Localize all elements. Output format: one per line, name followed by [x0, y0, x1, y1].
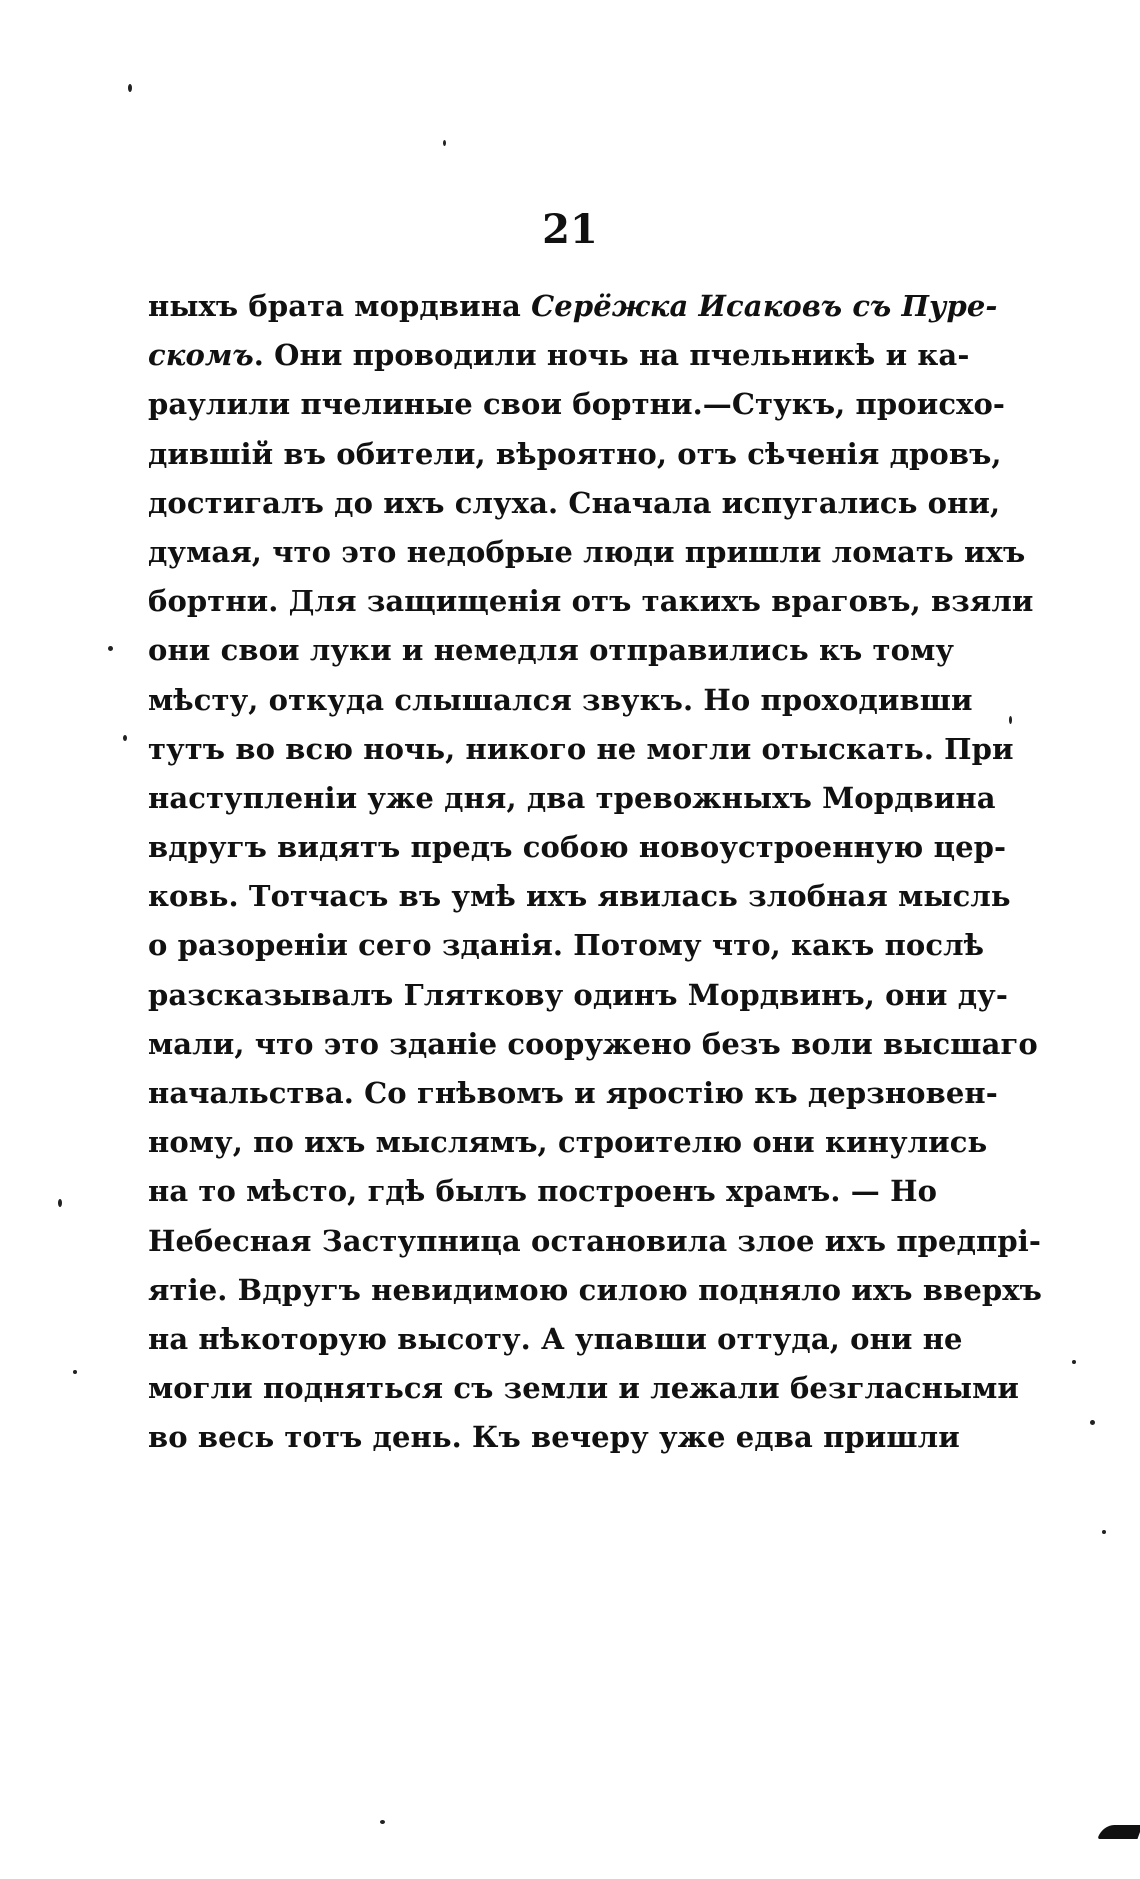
text-run: начальства. Со гнѣвомъ и яростію къ дерзновен-: [148, 1076, 998, 1110]
text-line: [148, 872, 1011, 921]
text-line: [148, 676, 973, 725]
scan-edge-mark: [1097, 1825, 1140, 1839]
scan-speck: [380, 1820, 385, 1824]
text-run: во весь тотъ день. Къ вечеру уже едва пришли: [148, 1420, 960, 1455]
text-run: ному, по ихъ мыслямъ, строителю они кинулись: [148, 1125, 988, 1160]
text-run: бортни. Для защищенія отъ такихъ враговъ, взяли: [148, 584, 1034, 619]
text-run: достигалъ до ихъ слуха. Сначала испугались они,: [148, 485, 1001, 520]
text-run: они свои луки и немедля отправились къ тому: [148, 633, 955, 668]
text-run: мали, что это зданіе сооружено безъ воли высшаго: [148, 1026, 1038, 1061]
text-line: [148, 823, 1007, 872]
text-run: дившій въ обители, вѣроятно, отъ сѣченія дровъ,: [148, 436, 1002, 471]
text-line: [148, 971, 1008, 1020]
text-line: [148, 921, 985, 970]
text-line: [148, 1413, 960, 1462]
scan-speck: [108, 646, 113, 651]
body-text: [148, 282, 1043, 1463]
text-run: ковь. Тотчасъ въ умѣ ихъ явилась злобная мысль: [148, 879, 1011, 914]
text-line: [148, 1266, 1043, 1315]
scan-speck: [1072, 1360, 1076, 1364]
italic-text: скомъ: [148, 338, 254, 373]
text-run: ятіе. Вдругъ невидимою силою подняло ихъ вверхъ: [148, 1272, 1043, 1307]
text-line: [148, 430, 1002, 479]
text-line: [148, 282, 998, 331]
text-line: [148, 1118, 988, 1167]
text-run: наступленіи уже дня, два тревожныхъ Мордвина: [148, 780, 996, 815]
italic-text: Серёжка Исаковъ съ Пуре-: [531, 289, 998, 323]
text-run: на нѣкоторую высоту. А упавши оттуда, они не: [148, 1321, 963, 1356]
page-number: 21: [542, 206, 598, 253]
text-line: [148, 528, 1026, 577]
scan-speck: [123, 735, 127, 741]
text-line: [148, 1020, 1038, 1069]
text-line: [148, 1315, 963, 1364]
text-run: разсказывалъ Гляткову одинъ Мордвинъ, они ду-: [148, 977, 1008, 1012]
text-line: [148, 331, 970, 380]
text-line: [148, 380, 1006, 429]
text-line: [148, 1069, 998, 1118]
scan-speck: [1009, 716, 1012, 724]
text-line: [148, 774, 996, 823]
text-line: [148, 725, 1014, 774]
text-run: вдругъ видятъ предъ собою новоустроенную цер-: [148, 830, 1007, 865]
text-run: на то мѣсто, гдѣ былъ построенъ храмъ. — Но: [148, 1174, 938, 1209]
text-run: Небесная Заступница остановила злое ихъ предпрі-: [148, 1223, 1041, 1258]
text-run: о разореніи сего зданія. Потому что, какъ послѣ: [148, 928, 985, 963]
text-run: мѣсту, откуда слышался звукъ. Но проходивши: [148, 682, 973, 717]
text-line: [148, 626, 955, 675]
text-run: ныхъ брата мордвина: [148, 289, 532, 323]
text-run: . Они проводили ночь на пчельникѣ и ка-: [253, 338, 970, 373]
scan-speck: [1102, 1530, 1106, 1534]
scan-speck: [128, 84, 132, 92]
text-line: [148, 1167, 938, 1216]
text-run: тутъ во всю ночь, никого не могли отыскать. При: [148, 731, 1014, 766]
text-run: думая, что это недобрые люди пришли ломать ихъ: [148, 534, 1026, 569]
scan-speck: [1090, 1420, 1095, 1425]
text-line: [148, 479, 1001, 528]
text-run: раулили пчелиные свои бортни.—Стукъ, происхо-: [148, 387, 1006, 422]
text-run: могли подняться съ земли и лежали безгласными: [148, 1371, 1020, 1406]
scan-speck: [443, 140, 446, 146]
text-line: [148, 577, 1034, 626]
text-line: [148, 1217, 1041, 1266]
scan-speck: [73, 1370, 77, 1374]
scan-speck: [58, 1199, 62, 1207]
text-line: [148, 1364, 1020, 1413]
